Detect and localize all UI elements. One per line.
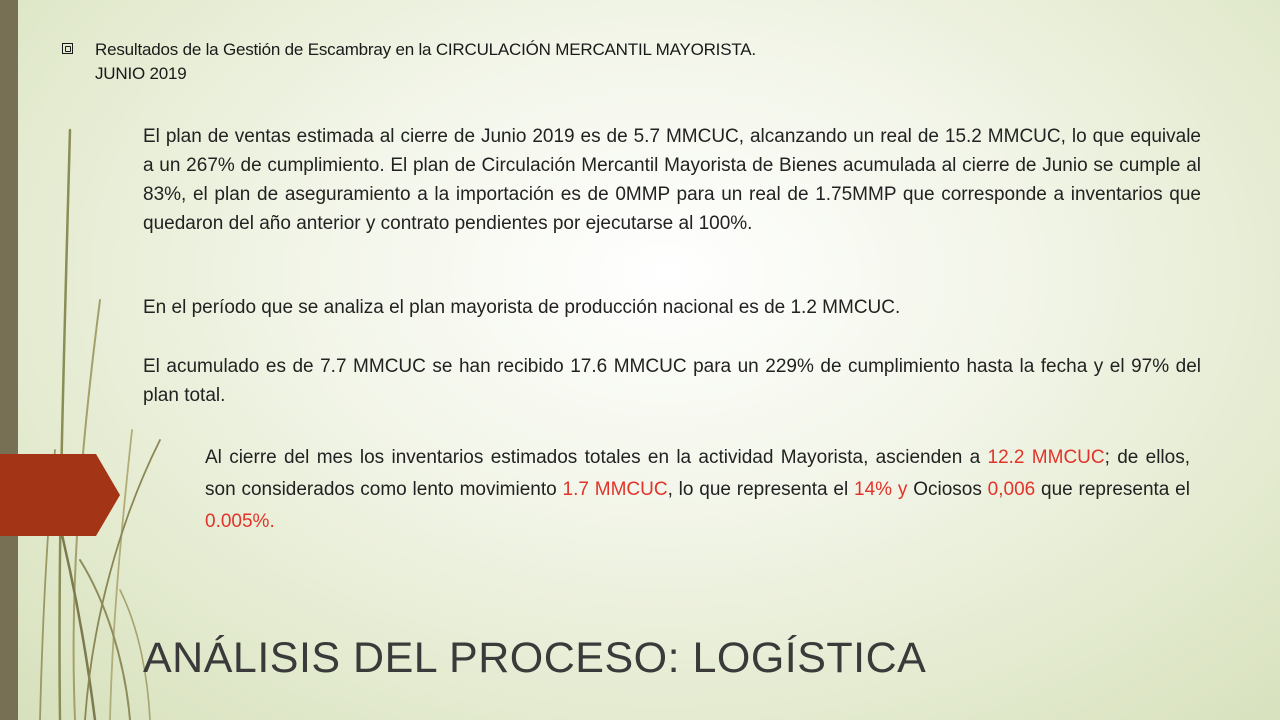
heading-line-2: JUNIO 2019 [95, 64, 187, 83]
slow-movement-percent: 14% y [854, 479, 908, 500]
heading-line-1: Resultados de la Gestión de Escambray en la CIRCULACIÓN MERCANTIL MAYORISTA. [95, 40, 756, 59]
paragraph-inventories [205, 442, 1190, 538]
slow-movement-value: 1.7 MMCUC [562, 479, 668, 500]
paragraph-national-production: En el período que se analiza el plan mayorista de producción nacional es de 1.2 MMCUC. [143, 297, 901, 318]
inventories-text-5: que representa el [1035, 479, 1190, 500]
accent-arrow-shape [0, 454, 120, 536]
idle-value: 0,006 [987, 479, 1036, 500]
idle-percent: 0.005%. [205, 511, 275, 532]
inventories-text-1: Al cierre del mes los inventarios estimados totales en la actividad Mayorista, ascienden a [205, 447, 988, 468]
inventories-total-value: 12.2 MMCUC [987, 447, 1105, 468]
paragraph-accumulated: El acumulado es de 7.7 MMCUC se han recibido 17.6 MMCUC para un 229% de cumplimiento hasta la fecha y el 97% del plan total. [143, 356, 1201, 406]
checkbox-bullet-icon [62, 43, 73, 54]
inventories-text-2: ; de ellos, son considerados como lento movimiento [205, 447, 1190, 500]
slide-heading [62, 38, 1162, 86]
inventories-text-3: , lo que representa el [667, 479, 855, 500]
slide-title: ANÁLISIS DEL PROCESO: LOGÍSTICA [143, 634, 927, 682]
inventories-text-4: Ociosos [907, 479, 988, 500]
paragraph-sales-plan: El plan de ventas estimada al cierre de Junio 2019 es de 5.7 MMCUC, alcanzando un real de 15.2 MMCUC, lo que equivale a un 267% de cumplimiento. El plan de Circulación Mercantil Mayorista de Bienes acumulada al cierre de Junio se cumple al 83%, el plan de aseguramiento a la importación es de 0MMP para un real de 1.75MMP que corresponde a inventarios que quedaron del año anterior y contrato pendientes por ejecutarse al 100%. [143, 126, 1201, 234]
